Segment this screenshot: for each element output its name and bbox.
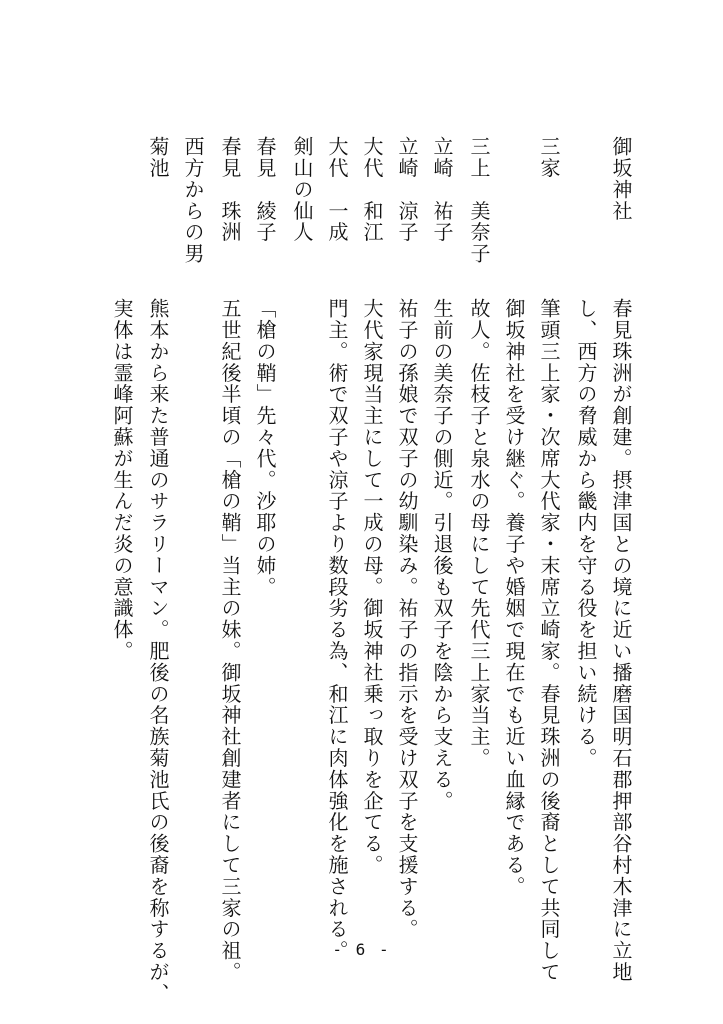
page-number: - 6 - (332, 940, 391, 959)
entry-term: 三上 美奈子 (467, 136, 491, 265)
entry-description: し、西方の脅威から畿内を守る役を担い続ける。 (574, 298, 598, 769)
entry-description: 御坂神社を受け継ぐ。養子や婚姻で現在でも近い血縁である。 (502, 298, 526, 898)
entry-description: 筆頭三上家・次席大代家・末席立崎家。春見珠洲の後裔として共同して (537, 298, 561, 983)
entry-description: 大代家現当主にして一成の母。御坂神社乗っ取りを企てる。 (360, 298, 384, 876)
entry-term: 三家 (537, 136, 561, 179)
entry-term: 春見 珠洲 (218, 136, 242, 243)
entry-term: 立崎 祐子 (430, 136, 454, 243)
entry-term: 剣山の仙人 (290, 136, 314, 243)
entry-description: 「槍の鞘」先々代。沙耶の姉。 (253, 298, 277, 598)
entry-description: 門主。術で双子や涼子より数段劣る為、和江に肉体強化を施される。 (325, 298, 349, 962)
entry-description: 五世紀後半頃の「槍の鞘」当主の妹。御坂神社創建者にして三家の祖。 (218, 298, 242, 983)
entry-description: 春見珠洲が創建。摂津国との境に近い播磨国明石郡押部谷村木津に立地 (609, 298, 633, 983)
entry-description: 実体は霊峰阿蘇が生んだ炎の意識体。 (110, 298, 134, 662)
entry-term: 西方からの男 (181, 136, 205, 265)
entry-description: 熊本から来た普通のサラリーマン。肥後の名族菊池氏の後裔を称するが、 (146, 298, 170, 1005)
entry-term: 大代 和江 (360, 136, 384, 243)
entry-term: 立崎 涼子 (395, 136, 419, 243)
entry-term: 御坂神社 (609, 136, 633, 222)
entry-description: 生前の美奈子の側近。引退後も双子を陰から支える。 (430, 298, 454, 812)
entry-description: 祐子の孫娘で双子の幼馴染み。祐子の指示を受け双子を支援する。 (395, 298, 419, 940)
entry-term: 春見 綾子 (253, 136, 277, 243)
entry-description: 故人。佐枝子と泉水の母にして先代三上家当主。 (467, 298, 491, 769)
entry-term: 大代 一成 (325, 136, 349, 243)
entry-term: 菊池 (146, 136, 170, 179)
